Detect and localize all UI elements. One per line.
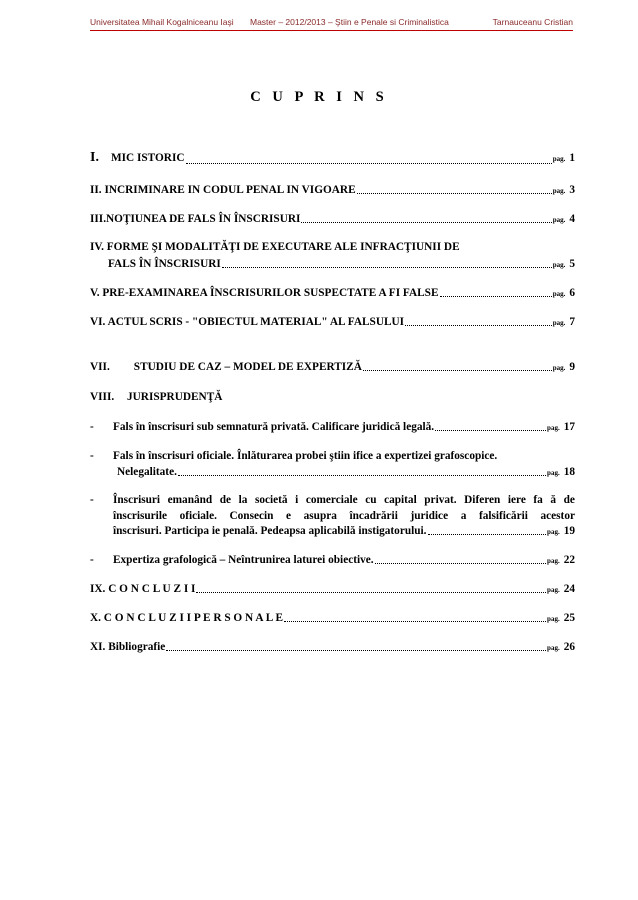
toc-entry-concluzii-personale[interactable]	[90, 612, 575, 624]
toc-label: MIC ISTORIC	[110, 152, 185, 164]
toc-label: V. PRE-EXAMINAREA ÎNSCRISURILOR SUSPECTATE A FI FALSE	[90, 287, 439, 299]
toc-label: Nelegalitate.	[117, 466, 177, 478]
toc-subentry-inscrisuri-line2: înscrisurile oficiale. Consecin e asupra încadrării juridice a falsificării acestor	[113, 510, 575, 522]
page-abbrev: pag.	[547, 586, 560, 594]
toc-subentry-fals-privata[interactable]	[113, 421, 575, 433]
toc-subentry-inscrisuri-line1: Înscrisuri emanând de la societă i comerciale cu capital privat. Diferen iere fa ă de	[113, 494, 575, 506]
dot-leader	[196, 591, 546, 593]
dot-leader	[284, 620, 546, 622]
page-number: 5	[569, 258, 575, 270]
toc-entry-pre-examinarea[interactable]	[90, 287, 575, 299]
toc-subentry-fals-oficiale-line1: Fals în înscrisuri oficiale. Înlăturarea probei ştiin ifice a expertizei grafoscopice.	[113, 450, 498, 462]
header-program: Master – 2012/2013 – Ştiin e Penale si Criminalistica	[250, 17, 449, 27]
page-title: C U P R I N S	[250, 89, 388, 105]
page-abbrev: pag.	[547, 644, 560, 652]
toc-subentry-expertiza[interactable]	[113, 554, 575, 566]
toc-label: înscrisuri. Participa ie penală. Pedeapsa aplicabilă instigatorului.	[113, 525, 427, 537]
page-number: 9	[569, 361, 575, 373]
toc-label: Fals în înscrisuri sub semnatură privată. Calificare juridică legală.	[113, 421, 435, 433]
header-university: Universitatea Mihail Kogalniceanu Iaşi	[90, 17, 234, 27]
toc-entry-bibliografie[interactable]	[90, 641, 575, 653]
toc-entry-jurisprudenta[interactable]	[90, 391, 575, 403]
page-number: 18	[563, 466, 575, 478]
page-number: 6	[569, 287, 575, 299]
toc-entry-mic-istoric[interactable]	[90, 150, 575, 166]
toc-label: X. C O N C L U Z I I P E R S O N A L E	[90, 612, 284, 624]
list-dash: -	[90, 421, 94, 433]
page-abbrev: pag.	[552, 290, 566, 298]
page-abbrev: pag.	[547, 615, 560, 623]
toc-entry-actul-scris[interactable]	[90, 316, 575, 328]
dot-leader	[363, 369, 552, 371]
page-abbrev: pag.	[552, 364, 566, 372]
toc-entry-forme[interactable]	[108, 258, 575, 270]
toc-number: I.	[90, 150, 99, 165]
toc-entry-incriminare[interactable]	[90, 184, 575, 196]
toc-label: FALS ÎN ÎNSCRISURI	[108, 258, 221, 270]
page-number: 4	[569, 213, 575, 225]
toc-label: JURISPRUDENŢĂ	[127, 391, 223, 403]
dot-leader	[357, 192, 552, 194]
dot-leader	[178, 474, 546, 476]
page-number: 25	[563, 612, 575, 624]
toc-label: II. INCRIMINARE IN CODUL PENAL IN VIGOARE	[90, 184, 356, 196]
toc-entry-studiu-de-caz[interactable]	[90, 361, 575, 373]
page-number: 17	[563, 421, 575, 433]
page-abbrev: pag.	[547, 557, 560, 565]
list-dash: -	[90, 554, 94, 566]
toc-subentry-inscrisuri[interactable]	[113, 525, 575, 537]
page-abbrev: pag.	[552, 319, 566, 327]
page-header	[90, 14, 573, 31]
toc-number: VII.	[90, 361, 110, 373]
toc-label: IX. C O N C L U Z I I	[90, 583, 196, 595]
list-dash: -	[90, 450, 94, 462]
dot-leader	[405, 324, 552, 326]
toc-label: VI. ACTUL SCRIS - "OBIECTUL MATERIAL" AL FALSULUI	[90, 316, 405, 328]
header-author: Tarnauceanu Cristian	[492, 17, 573, 27]
toc-label: STUDIU DE CAZ – MODEL DE EXPERTIZĂ	[133, 361, 362, 373]
page-number: 7	[569, 316, 575, 328]
dot-leader	[428, 533, 547, 535]
page-number: 24	[563, 583, 575, 595]
toc-label: Expertiza grafologică – Neîntrunirea laturei obiective.	[113, 554, 374, 566]
toc-entry-forme-line1: IV. FORME ŞI MODALITĂŢI DE EXECUTARE ALE INFRACŢIUNII DE	[90, 241, 460, 253]
page-abbrev: pag.	[547, 528, 560, 536]
page-abbrev: pag.	[552, 155, 566, 163]
page-abbrev: pag.	[552, 187, 566, 195]
page-abbrev: pag.	[552, 261, 566, 269]
page-abbrev: pag.	[552, 216, 566, 224]
list-dash: -	[90, 494, 94, 506]
toc-number: VIII.	[90, 391, 115, 403]
page-number: 26	[563, 641, 575, 653]
dot-leader	[375, 562, 546, 564]
page-abbrev: pag.	[547, 469, 560, 477]
dot-leader	[166, 649, 546, 651]
toc-subentry-fals-oficiale[interactable]	[117, 466, 575, 478]
dot-leader	[186, 162, 552, 164]
dot-leader	[440, 295, 552, 297]
toc-entry-notiunea-de-fals[interactable]	[90, 213, 575, 225]
page-number: 1	[569, 152, 575, 164]
toc-entry-concluzii[interactable]	[90, 583, 575, 595]
page-number: 3	[569, 184, 575, 196]
toc-label: XI. Bibliografie	[90, 641, 166, 653]
page-abbrev: pag.	[547, 424, 560, 432]
dot-leader	[435, 429, 546, 431]
page-number: 19	[563, 525, 575, 537]
dot-leader	[222, 266, 552, 268]
dot-leader	[301, 221, 551, 223]
toc-label: III.NOŢIUNEA DE FALS ÎN ÎNSCRISURI	[90, 213, 301, 225]
page-number: 22	[563, 554, 575, 566]
